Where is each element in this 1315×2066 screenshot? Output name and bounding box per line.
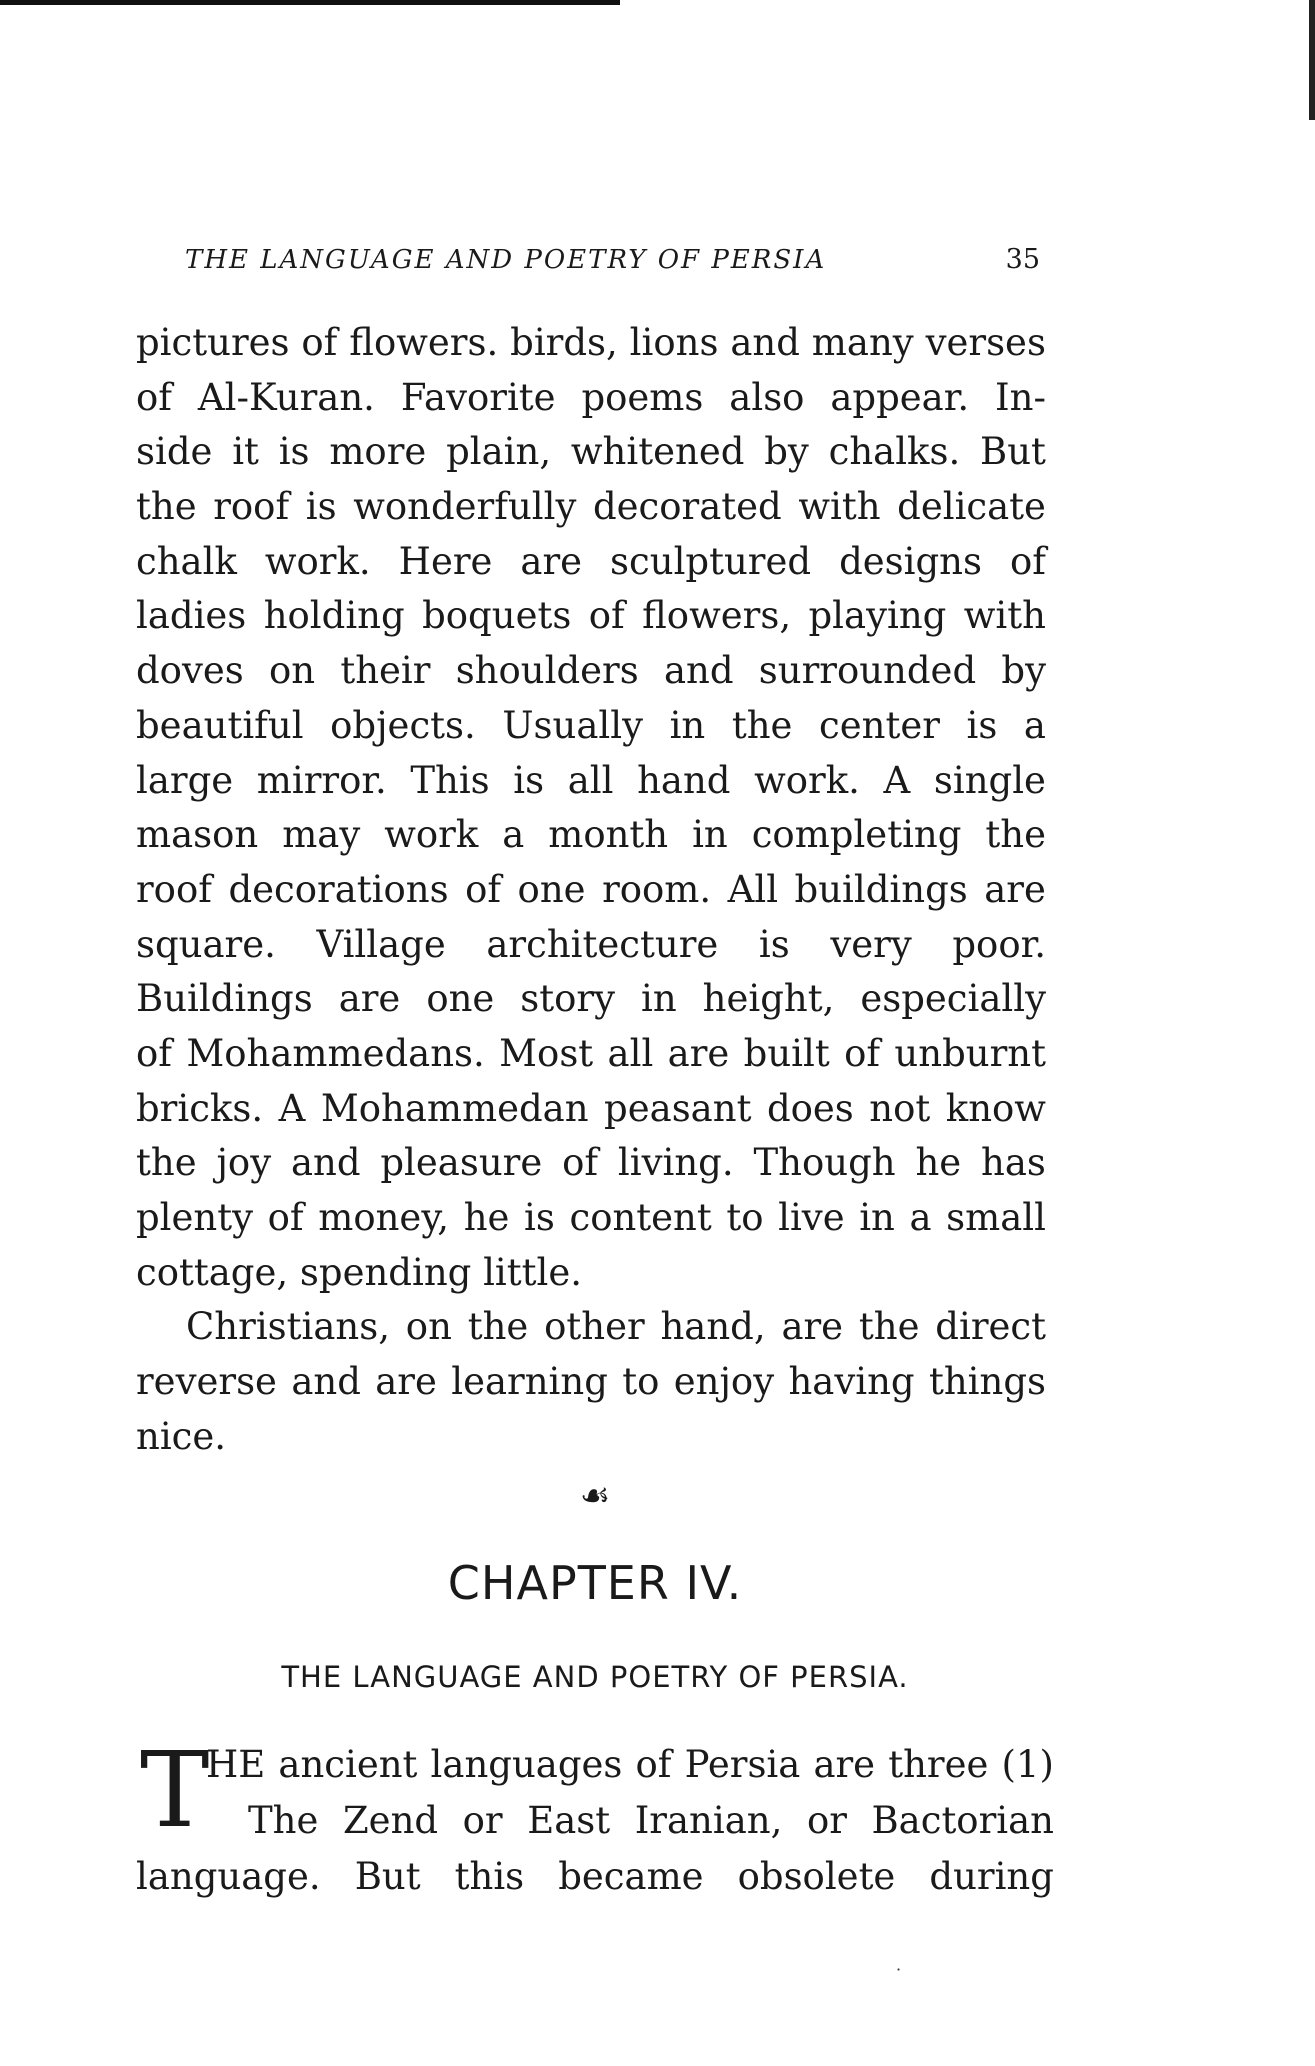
drop-cap: T: [140, 1729, 210, 1851]
body-line: [136, 1300, 1046, 1355]
word: on: [405, 1305, 452, 1349]
word: is: [305, 485, 337, 529]
body-text: [136, 316, 1046, 1464]
body-line: [136, 1027, 1046, 1082]
word: reverse: [136, 1360, 277, 1404]
word: of: [136, 375, 172, 419]
word: holding: [263, 594, 405, 638]
word: A: [883, 758, 911, 802]
word: work.: [754, 758, 860, 802]
word: Usually: [502, 703, 643, 747]
word: is: [513, 758, 545, 802]
word: the: [136, 485, 197, 529]
word: obsolete: [737, 1855, 896, 1898]
chapter-line: [206, 1738, 1054, 1792]
word: designs: [839, 539, 982, 583]
word: A: [278, 1086, 306, 1130]
word: very: [830, 922, 912, 966]
word: content: [569, 1196, 712, 1239]
body-line: [136, 425, 1046, 480]
word: a: [502, 813, 525, 857]
word: one: [426, 977, 495, 1021]
word: on: [268, 649, 316, 693]
word: during: [929, 1855, 1054, 1898]
body-line: [136, 1136, 1046, 1191]
word: he: [463, 1196, 510, 1239]
word: work: [384, 813, 479, 857]
word: with: [963, 594, 1046, 638]
word: lions: [629, 321, 719, 364]
chapter-line: [136, 1850, 1054, 1904]
body-line: [136, 863, 1046, 918]
word: enjoy: [673, 1360, 775, 1404]
word: does: [766, 1086, 854, 1130]
word: Zend: [342, 1799, 439, 1842]
word: and: [290, 1141, 361, 1185]
word: hand: [637, 758, 731, 802]
body-line: [136, 1191, 1046, 1246]
word: birds,: [510, 321, 618, 364]
word: verses: [925, 321, 1046, 364]
body-line: [136, 754, 1046, 809]
word: languages: [430, 1743, 623, 1786]
word: flowers,: [642, 594, 792, 638]
word: the: [858, 1305, 920, 1349]
word: in: [692, 813, 728, 857]
word: center: [819, 703, 940, 747]
word: and: [663, 649, 734, 693]
word: in: [859, 1196, 895, 1239]
word: he: [915, 1141, 962, 1185]
body-line: [136, 480, 1046, 535]
word: having: [788, 1360, 915, 1404]
word: sculptured: [610, 539, 812, 583]
word: All: [727, 867, 779, 911]
word: the: [467, 1305, 529, 1349]
word: This: [410, 758, 490, 802]
word: of: [635, 1743, 672, 1786]
word: HE: [206, 1743, 266, 1786]
word: ancient: [278, 1743, 418, 1786]
body-line: [136, 589, 1046, 644]
word: room.: [602, 867, 712, 911]
word: In-: [995, 375, 1046, 419]
word: playing: [808, 594, 947, 638]
word: direct: [935, 1305, 1046, 1349]
word: architecture: [486, 922, 719, 966]
word: chalks.: [828, 430, 961, 474]
word: Persia: [684, 1743, 801, 1786]
page-number: 35: [1005, 244, 1040, 275]
word: surrounded: [758, 649, 977, 693]
word: of: [844, 1031, 881, 1075]
word: (1): [1001, 1743, 1054, 1786]
word: boquets: [422, 594, 572, 638]
word: built: [743, 1031, 830, 1075]
word: are: [813, 1743, 876, 1786]
word: with: [798, 485, 881, 529]
word: of: [136, 1031, 172, 1075]
word: are: [667, 1031, 730, 1075]
word: of: [1009, 539, 1046, 583]
word: appear.: [830, 375, 970, 419]
word: of: [301, 321, 338, 364]
word: of: [267, 1196, 304, 1239]
word: doves: [136, 649, 244, 693]
chapter-line: [248, 1794, 1054, 1848]
word: Village: [316, 922, 446, 966]
word: unburnt: [894, 1031, 1046, 1075]
word: by: [1001, 649, 1046, 693]
chapter-body: [136, 1729, 1054, 1918]
word: side: [136, 430, 213, 474]
word: beautiful: [136, 703, 304, 747]
word: East: [527, 1799, 611, 1842]
word: the: [985, 813, 1046, 857]
body-line: [136, 699, 1046, 754]
word: peasant: [604, 1086, 752, 1130]
word: hand,: [660, 1305, 766, 1349]
word: completing: [751, 813, 962, 857]
word: of: [562, 1141, 599, 1185]
body-line: [136, 972, 1046, 1027]
word: plain,: [446, 430, 552, 474]
word: pleasure: [380, 1141, 543, 1185]
word: the: [136, 1141, 197, 1185]
word: Bactorian: [871, 1799, 1054, 1842]
word: shoulders: [455, 649, 639, 693]
word: Mohammedan: [320, 1086, 589, 1130]
word: by: [764, 430, 809, 474]
word: objects.: [330, 703, 476, 747]
word: three: [888, 1743, 989, 1786]
chapter-subtitle: THE LANGUAGE AND POETRY OF PERSIA.: [281, 1660, 909, 1694]
word: But: [980, 430, 1046, 474]
word: Iranian,: [634, 1799, 783, 1842]
running-head: [185, 244, 1040, 284]
word: the: [731, 703, 793, 747]
word: Christians,: [186, 1305, 390, 1349]
word: single: [933, 758, 1046, 802]
word: may: [282, 813, 361, 857]
word: more: [329, 430, 427, 474]
word: and: [291, 1360, 361, 1404]
word: small: [946, 1196, 1046, 1239]
word: or: [462, 1799, 503, 1842]
word: are: [338, 977, 401, 1021]
body-line: [136, 316, 1046, 371]
word: all: [607, 1031, 654, 1075]
word: to: [726, 1196, 764, 1239]
body-line: [136, 535, 1046, 590]
word: bricks.: [136, 1086, 264, 1130]
word: many: [811, 321, 914, 364]
word: decorated: [592, 485, 782, 529]
body-line: [136, 808, 1046, 863]
word: Mohammedans.: [186, 1031, 485, 1075]
word: mason: [136, 813, 259, 857]
word: living.: [617, 1141, 734, 1185]
word: The: [248, 1799, 319, 1842]
word: is: [524, 1196, 555, 1239]
word: is: [278, 430, 310, 474]
word: money,: [318, 1196, 450, 1239]
word: square.: [136, 922, 276, 966]
word: also: [729, 375, 805, 419]
word: or: [806, 1799, 847, 1842]
word: height,: [702, 977, 835, 1021]
word: story: [520, 977, 616, 1021]
word: poor.: [952, 922, 1046, 966]
word: poems: [581, 375, 704, 419]
body-line: [136, 644, 1046, 699]
word: are: [984, 867, 1046, 911]
chapter-title: CHAPTER IV.: [447, 1556, 743, 1610]
word: became: [558, 1855, 704, 1898]
word: Favorite: [400, 375, 556, 419]
word: flowers.: [349, 321, 499, 364]
running-head-title: THE LANGUAGE AND POETRY OF PERSIA: [185, 245, 827, 275]
word: pictures: [136, 321, 290, 364]
word: decorations: [228, 867, 449, 911]
right-edge-mark: [1309, 0, 1315, 120]
fleuron-ornament-icon: ☙: [579, 1476, 611, 1516]
word: is: [966, 703, 998, 747]
word: Al-Kuran.: [197, 375, 375, 419]
word: chalk: [136, 539, 237, 583]
word: are: [781, 1305, 844, 1349]
word: a: [1023, 703, 1046, 747]
word: Most: [499, 1031, 594, 1075]
body-line: nice.: [136, 1414, 227, 1458]
top-edge-rule: [0, 0, 620, 5]
word: large: [136, 758, 234, 802]
word: of: [588, 594, 625, 638]
body-line: [136, 918, 1046, 973]
word: roof: [136, 867, 212, 911]
word: roof: [213, 485, 290, 529]
body-line: [136, 1355, 1046, 1410]
word: it: [232, 430, 259, 474]
word: Buildings: [136, 977, 313, 1021]
body-line: cottage, spending little.: [136, 1250, 582, 1294]
word: Though: [753, 1141, 896, 1185]
word: wonderfully: [353, 485, 577, 529]
word: a: [909, 1196, 932, 1239]
word: is: [758, 922, 790, 966]
body-line: [136, 1082, 1046, 1137]
word: learning: [451, 1360, 608, 1404]
word: delicate: [897, 485, 1046, 529]
word: are: [520, 539, 583, 583]
word: are: [375, 1360, 437, 1404]
word: of: [465, 867, 502, 911]
word: in: [641, 977, 677, 1021]
word: and: [730, 321, 800, 364]
print-speck: ·: [896, 1960, 902, 1979]
word: whitened: [570, 430, 745, 474]
word: especially: [860, 977, 1046, 1021]
word: ladies: [136, 594, 247, 638]
word: one: [517, 867, 586, 911]
word: work.: [264, 539, 371, 583]
word: this: [454, 1855, 525, 1898]
word: joy: [216, 1141, 272, 1185]
word: live: [778, 1196, 845, 1239]
word: But: [354, 1855, 421, 1898]
word: things: [928, 1360, 1046, 1404]
word: month: [548, 813, 669, 857]
word: mirror.: [256, 758, 387, 802]
word: buildings: [794, 867, 968, 911]
word: know: [945, 1086, 1046, 1130]
word: has: [981, 1141, 1046, 1185]
word: all: [567, 758, 614, 802]
word: Here: [398, 539, 493, 583]
word: plenty: [136, 1196, 254, 1239]
body-line: [136, 371, 1046, 426]
word: not: [869, 1086, 931, 1130]
word: to: [622, 1360, 660, 1404]
word: in: [669, 703, 706, 747]
word: language.: [136, 1855, 321, 1898]
word: their: [340, 649, 431, 693]
word: other: [544, 1305, 645, 1349]
